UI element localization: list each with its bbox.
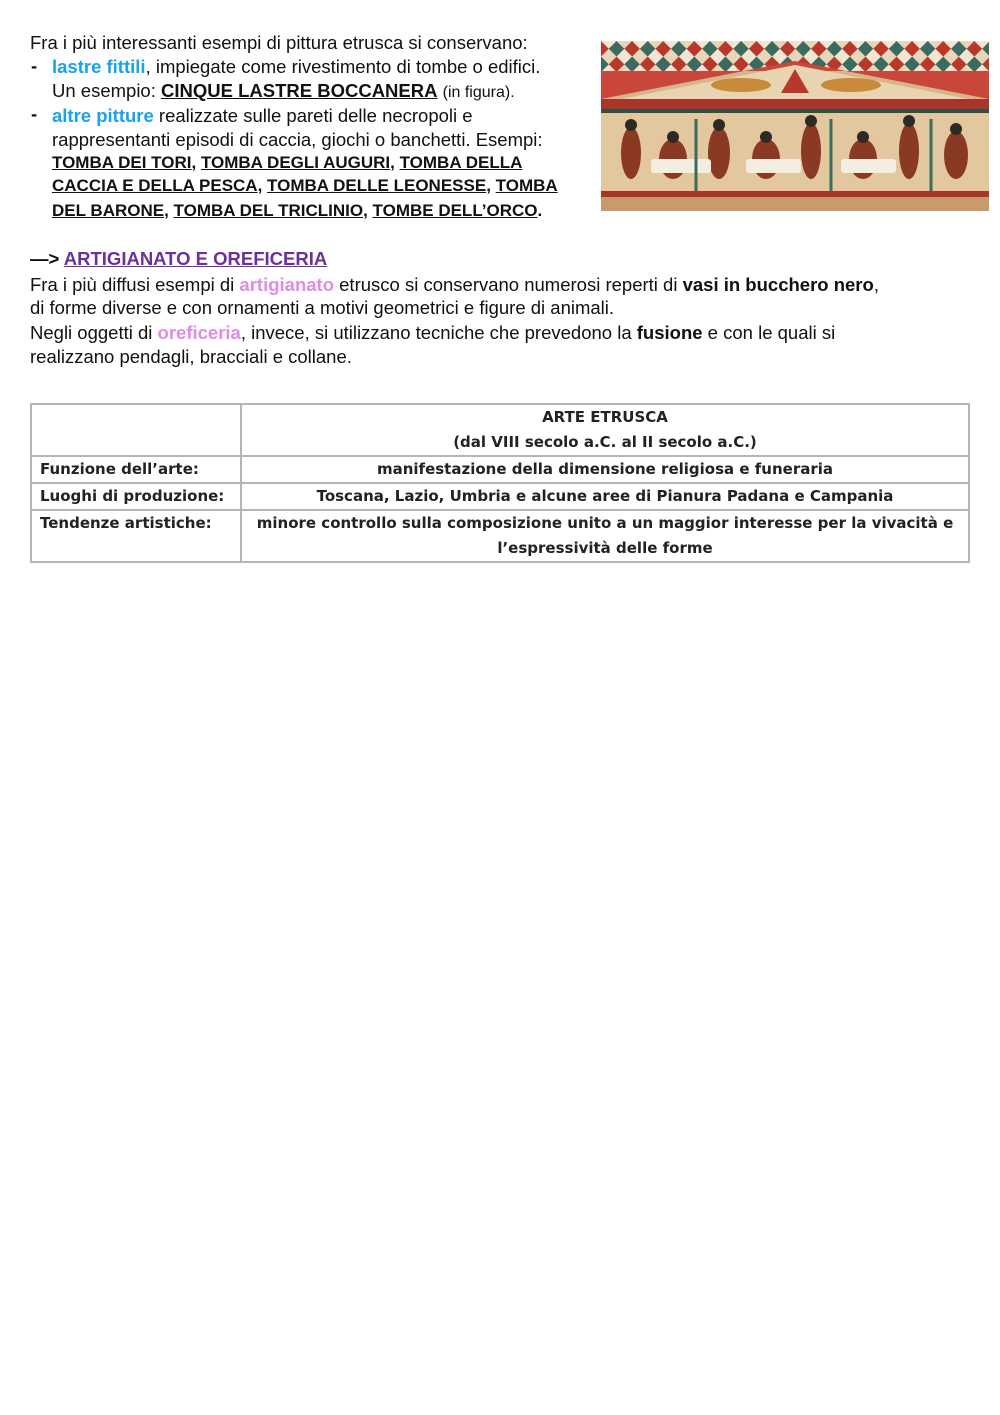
bullet-2-line-3 <box>52 151 522 175</box>
artigianato-p1-line1 <box>30 273 879 297</box>
row-value-line1: minore controllo sulla composizione unito a un maggior interesse per la vivacità e <box>256 514 954 532</box>
sep: , <box>257 176 268 195</box>
bullet-2-line-1 <box>52 104 473 128</box>
text: Fra i più diffusi esempi di <box>30 274 240 295</box>
table-subtitle: (dal VIII secolo a.C. al II secolo a.C.) <box>453 433 757 451</box>
example-prefix: Un esempio: <box>52 80 161 101</box>
bold-fusione: fusione <box>636 322 703 343</box>
sep: , <box>390 153 400 172</box>
tomb-caccia-pesca-a: TOMBA DELLA <box>399 153 523 172</box>
bullet-2-line-5 <box>52 199 542 223</box>
row-value-line2: l’espressività delle forme <box>497 539 713 557</box>
heading-link[interactable]: ARTIGIANATO E OREFICERIA <box>63 248 328 269</box>
row-label: Funzione dell’arte: <box>31 456 241 483</box>
bullet-2-line-2: rappresentanti episodi di caccia, giochi o banchetti. Esempi: <box>52 129 543 150</box>
bullet-2-text: realizzate sulle pareti delle necropoli e <box>153 105 473 126</box>
row-value: Toscana, Lazio, Umbria e alcune aree di Pianura Padana e Campania <box>241 483 969 510</box>
row-label: Luoghi di produzione: <box>31 483 241 510</box>
sep: . <box>537 201 543 220</box>
artigianato-p2-line1 <box>30 321 835 345</box>
term-oreficeria: oreficeria <box>157 322 241 343</box>
example-note: (in figura). <box>442 84 515 101</box>
arrow: —> <box>30 248 64 269</box>
bold-bucchero: vasi in bucchero nero <box>682 274 874 295</box>
tomb-triclinio: TOMBA DEL TRICLINIO <box>173 201 364 220</box>
arte-etrusca-table <box>30 403 970 563</box>
sep: , <box>486 176 496 195</box>
bullet-1-line-2 <box>52 79 515 105</box>
row-value: manifestazione della dimensione religiosa e funeraria <box>241 456 969 483</box>
table-row <box>31 483 969 510</box>
term-altre-pitture: altre pitture <box>52 105 154 126</box>
table-row <box>31 510 969 562</box>
tomb-auguri: TOMBA DEGLI AUGURI <box>200 153 391 172</box>
bullet-1-text: , impiegate come rivestimento di tombe o edifici. <box>145 56 541 77</box>
artigianato-heading <box>30 247 327 271</box>
bullet-dash-2: - <box>31 103 38 124</box>
table-title-cell <box>241 404 969 456</box>
tomb-orco: TOMBE DELL’ORCO <box>372 201 538 220</box>
tomb-barone-b: DEL BARONE <box>52 201 165 220</box>
artigianato-p2-line2: realizzano pendagli, bracciali e collane. <box>30 346 352 367</box>
sep: , <box>363 201 373 220</box>
text: etrusco si conservano numerosi reperti di <box>334 274 683 295</box>
row-value <box>241 510 969 562</box>
row-label: Tendenze artistiche: <box>31 510 241 562</box>
table-corner-cell <box>31 404 241 456</box>
tomb-tori: TOMBA DEI TORI <box>52 153 192 172</box>
text: , invece, si utilizzano tecniche che prevedono la <box>240 322 637 343</box>
tomb-caccia-pesca-b: CACCIA E DELLA PESCA <box>52 176 258 195</box>
tomb-barone-a: TOMBA <box>495 176 558 195</box>
term-lastre-fittili: lastre fittili <box>52 56 146 77</box>
intro-text: Fra i più interessanti esempi di pittura etrusca si conservano: <box>30 32 528 53</box>
bullet-2-line-4 <box>52 174 558 198</box>
example-boccanera: CINQUE LASTRE BOCCANERA <box>161 80 438 101</box>
text: Negli oggetti di <box>30 322 158 343</box>
fresco-image <box>601 41 989 211</box>
bullet-1-line-1 <box>52 55 540 79</box>
sep: , <box>191 153 201 172</box>
sep: , <box>164 201 174 220</box>
bullet-dash-1: - <box>31 55 38 76</box>
artigianato-p1-line2: di forme diverse e con ornamenti a motivi geometrici e figure di animali. <box>30 297 615 318</box>
tomb-leonesse: TOMBA DELLE LEONESSE <box>267 176 487 195</box>
table-row <box>31 456 969 483</box>
text: , <box>873 274 879 295</box>
table-header-row <box>31 404 969 456</box>
table-title: ARTE ETRUSCA <box>542 408 668 426</box>
term-artigianato: artigianato <box>239 274 334 295</box>
text: e con le quali si <box>702 322 836 343</box>
